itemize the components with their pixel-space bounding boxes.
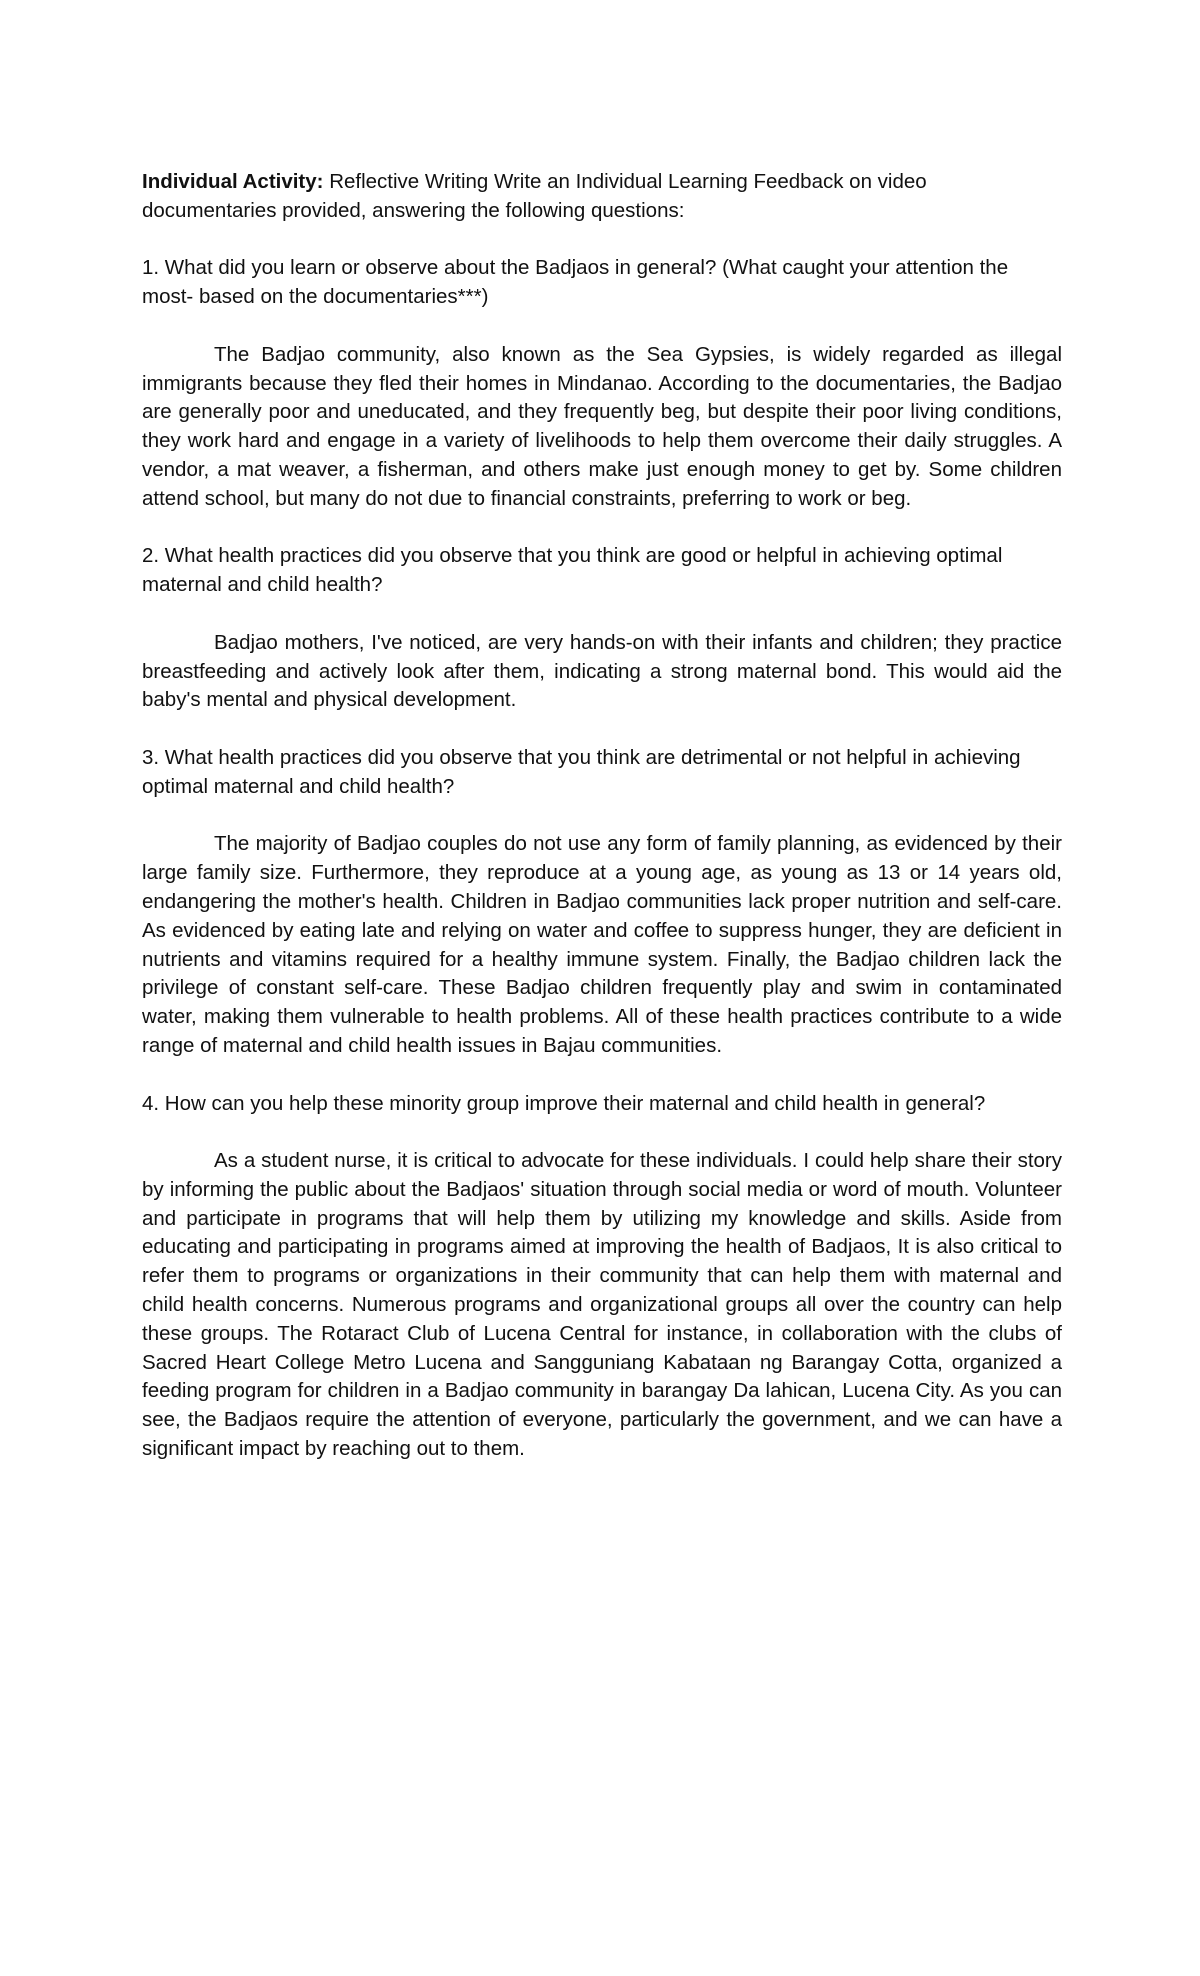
document-page	[142, 168, 1062, 1493]
answer-4: As a student nurse, it is critical to advocate for these individuals. I could help share their story by informing the public about the Badjaos' situation through social media or word of mouth. Volunteer and participate in programs that will help them by utilizing my knowledge and skills. Aside from educating and participating in programs aimed at improving the health of Badjaos, It is also critical to refer them to programs or organizations in their community that can help them with maternal and child health concerns. Numerous programs and organizational groups all over the country can help these groups. The Rotaract Club of Lucena Central for instance, in collaboration with the clubs of Sacred Heart College Metro Lucena and Sangguniang Kabataan ng Barangay Cotta, organized a feeding program for children in a Badjao community in barangay Da lahican, Lucena City. As you can see, the Badjaos require the attention of everyone, particularly the government, and we can have a significant impact by reaching out to them.	[142, 1149, 1062, 1461]
activity-header	[142, 168, 1062, 226]
question-4: 4. How can you help these minority group improve their maternal and child health in general?	[142, 1091, 986, 1115]
activity-instructions: Reflective Writing Write an Individual Learning Feedback on video documentaries provided, answering the following questions:	[142, 170, 927, 222]
question-1: 1. What did you learn or observe about the Badjaos in general? (What caught your attention the most- based on the documentaries***)	[142, 256, 1009, 309]
answer-1: The Badjao community, also known as the Sea Gypsies, is widely regarded as illegal immigrants because they fled their homes in Mindanao. According to the documentaries, the Badjao are generally poor and uneducated, and they frequently beg, but despite their poor living conditions, they work hard and engage in a variety of livelihoods to help them overcome their daily struggles. A vendor, a mat weaver, a fisherman, and others make just enough money to get by. Some children attend school, but many do not due to financial constraints, preferring to work or beg.	[142, 342, 1062, 510]
question-2: 2. What health practices did you observe that you think are good or helpful in achieving optimal maternal and child health?	[142, 544, 1003, 597]
question-3: 3. What health practices did you observe that you think are detrimental or not helpful in achieving optimal maternal and child health?	[142, 745, 1021, 798]
answer-2: Badjao mothers, I've noticed, are very hands-on with their infants and children; they practice breastfeeding and actively look after them, indicating a strong maternal bond. This would aid the baby's mental and physical development.	[142, 630, 1062, 712]
activity-label: Individual Activity:	[142, 170, 324, 193]
answer-3: The majority of Badjao couples do not use any form of family planning, as evidenced by their large family size. Furthermore, they reproduce at a young age, as young as 13 or 14 years old, endangering the mother's health. Children in Badjao communities lack proper nutrition and self-care. As evidenced by eating late and relying on water and coffee to suppress hunger, they are deficient in nutrients and vitamins required for a healthy immune system. Finally, the Badjao children lack the privilege of constant self-care. These Badjao children frequently play and swim in contaminated water, making them vulnerable to health problems. All of these health practices contribute to a wide range of maternal and child health issues in Bajau communities.	[142, 832, 1062, 1057]
